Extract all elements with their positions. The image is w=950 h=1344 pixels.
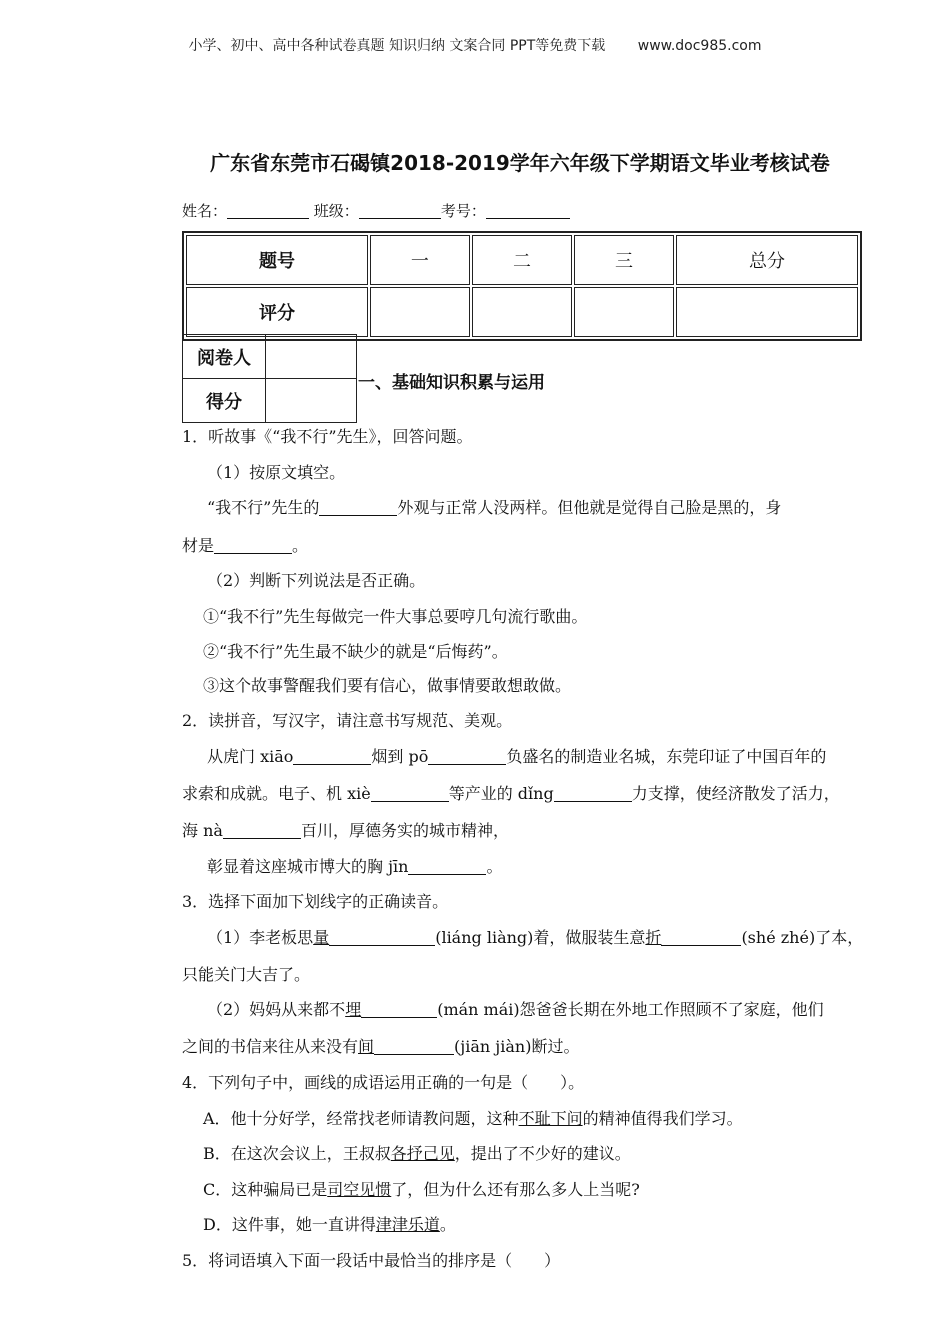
question-stem: 5．将词语填入下面一段话中最恰当的排序是（ ） (182, 1251, 561, 1270)
class-label: 班级： (313, 202, 359, 220)
statement: ③这个故事警醒我们要有信心，做事情要敢想敢做。 (203, 676, 572, 695)
text: C．这种骗局已是 (203, 1180, 328, 1199)
fill-line (207, 495, 781, 518)
page-title: 广东省东莞市石碣镇2018-2019学年六年级下学期语文毕业考核试卷 (210, 151, 830, 175)
score-cell: 评分 (186, 287, 368, 337)
answer-blank[interactable] (319, 499, 397, 516)
score-cell[interactable] (370, 287, 470, 337)
option-d[interactable] (203, 1212, 456, 1235)
underlined-char: 间 (358, 1037, 375, 1056)
class-field[interactable] (359, 202, 441, 219)
score-table (182, 231, 862, 341)
option-b[interactable] (203, 1141, 631, 1164)
question-stem: 2．读拼音，写汉字，请注意书写规范、美观。 (182, 711, 513, 730)
text: (shé zhé)了本， (741, 928, 864, 947)
reading-line (182, 1034, 579, 1057)
question-stem: 4．下列句子中，画线的成语运用正确的一句是（ ）。 (182, 1073, 585, 1092)
text: 力支撑，使经济散发了活力， (631, 784, 840, 803)
text: ，提出了不少好的建议。 (454, 1144, 631, 1163)
underlined-char: 埋 (345, 1000, 362, 1019)
text: 彰显着这座城市博大的胸 jīn (207, 857, 409, 876)
answer-blank[interactable] (371, 785, 449, 802)
answer-blank[interactable] (374, 1038, 454, 1055)
text: 等产业的 dǐng (448, 784, 554, 803)
subquestion: （1）按原文填空。 (207, 463, 346, 482)
text: 材是 (182, 536, 215, 555)
reviewer-field[interactable] (266, 335, 357, 379)
reading-line (207, 925, 863, 948)
option-c[interactable] (203, 1177, 640, 1200)
fill-line (182, 533, 308, 556)
text: 外观与正常人没两样。但他就是觉得自己脸是黑的，身 (397, 498, 782, 517)
reviewer-table (182, 334, 357, 423)
text: 烟到 pō (371, 747, 429, 766)
text: 求索和成就。电子、机 xiè (182, 784, 371, 803)
section-heading: 一、基础知识积累与运用 (358, 373, 545, 393)
exam-no-label: 考号： (440, 202, 486, 220)
header-text: 小学、初中、高中各种试卷真题 知识归纳 文案合同 PPT等免费下载 (188, 38, 606, 54)
score-cell[interactable] (472, 287, 572, 337)
answer-blank[interactable] (361, 1001, 437, 1018)
text: (mán mái)怨爸爸长期在外地工作照顾不了家庭，他们 (437, 1000, 824, 1019)
pinyin-line (207, 744, 826, 767)
text: 负盛名的制造业名城，东莞印证了中国百年的 (506, 747, 827, 766)
student-info (182, 200, 570, 221)
answer-blank[interactable] (661, 929, 741, 946)
option-a[interactable] (203, 1106, 743, 1129)
answer-blank[interactable] (293, 748, 371, 765)
text: A．他十分好学，经常找老师请教问题，这种 (203, 1109, 519, 1128)
text: 之间的书信来往从来没有 (182, 1037, 359, 1056)
answer-blank[interactable] (223, 822, 301, 839)
page-header (0, 35, 950, 55)
exam-no-field[interactable] (486, 202, 570, 219)
score-cell: 一 (370, 235, 470, 285)
idiom: 司空见惯 (327, 1180, 392, 1199)
section-score-field[interactable] (266, 379, 357, 423)
text: 。 (439, 1215, 456, 1234)
text: 。 (486, 857, 503, 876)
text: （2）妈妈从来都不 (207, 1000, 346, 1019)
score-cell[interactable] (574, 287, 674, 337)
statement: ②“我不行”先生最不缺少的就是“后悔药”。 (203, 642, 508, 661)
score-cell: 总分 (676, 235, 858, 285)
reading-line (207, 997, 824, 1020)
question-stem: 3．选择下面加下划线字的正确读音。 (182, 892, 449, 911)
idiom: 津津乐道 (375, 1215, 440, 1234)
name-field[interactable] (227, 202, 309, 219)
idiom: 各抒己见 (390, 1144, 455, 1163)
answer-blank[interactable] (329, 929, 435, 946)
underlined-char: 折 (645, 928, 662, 947)
pinyin-line (182, 818, 509, 841)
reviewer-label: 阅卷人 (183, 335, 266, 379)
subquestion: （2）判断下列说法是否正确。 (207, 571, 426, 590)
section-score-label: 得分 (183, 379, 266, 423)
text: (liáng liàng)着，做服装生意 (435, 928, 646, 947)
score-cell: 二 (472, 235, 572, 285)
score-value-row (186, 287, 858, 337)
text: 了，但为什么还有那么多人上当呢? (391, 1180, 640, 1199)
idiom: 不耻下问 (518, 1109, 583, 1128)
answer-blank[interactable] (428, 748, 506, 765)
question-stem: 1．听故事《“我不行”先生》，回答问题。 (182, 427, 473, 446)
score-header-row (186, 235, 858, 285)
text: 。 (292, 536, 309, 555)
text: 海 nà (182, 821, 223, 840)
pinyin-line (207, 854, 503, 877)
name-label: 姓名： (182, 202, 228, 220)
statement: ①“我不行”先生每做完一件大事总要哼几句流行歌曲。 (203, 607, 588, 626)
answer-blank[interactable] (554, 785, 632, 802)
score-cell: 三 (574, 235, 674, 285)
text: 的精神值得我们学习。 (582, 1109, 743, 1128)
score-cell[interactable] (676, 287, 858, 337)
text: 百川，厚德务实的城市精神， (300, 821, 509, 840)
text: D．这件事，她一直讲得 (203, 1215, 376, 1234)
reading-line: 只能关门大吉了。 (182, 965, 311, 984)
text: “我不行”先生的 (207, 498, 320, 517)
text: (jiān jiàn)断过。 (454, 1037, 580, 1056)
answer-blank[interactable] (214, 537, 292, 554)
text: B．在这次会议上，王叔叔 (203, 1144, 391, 1163)
answer-blank[interactable] (408, 858, 486, 875)
underlined-char: 量 (313, 928, 330, 947)
pinyin-line (182, 781, 840, 804)
score-cell: 题号 (186, 235, 368, 285)
text: 从虎门 xiāo (207, 747, 294, 766)
text: （1）李老板思 (207, 928, 314, 947)
header-site[interactable]: www.doc985.com (637, 38, 762, 54)
